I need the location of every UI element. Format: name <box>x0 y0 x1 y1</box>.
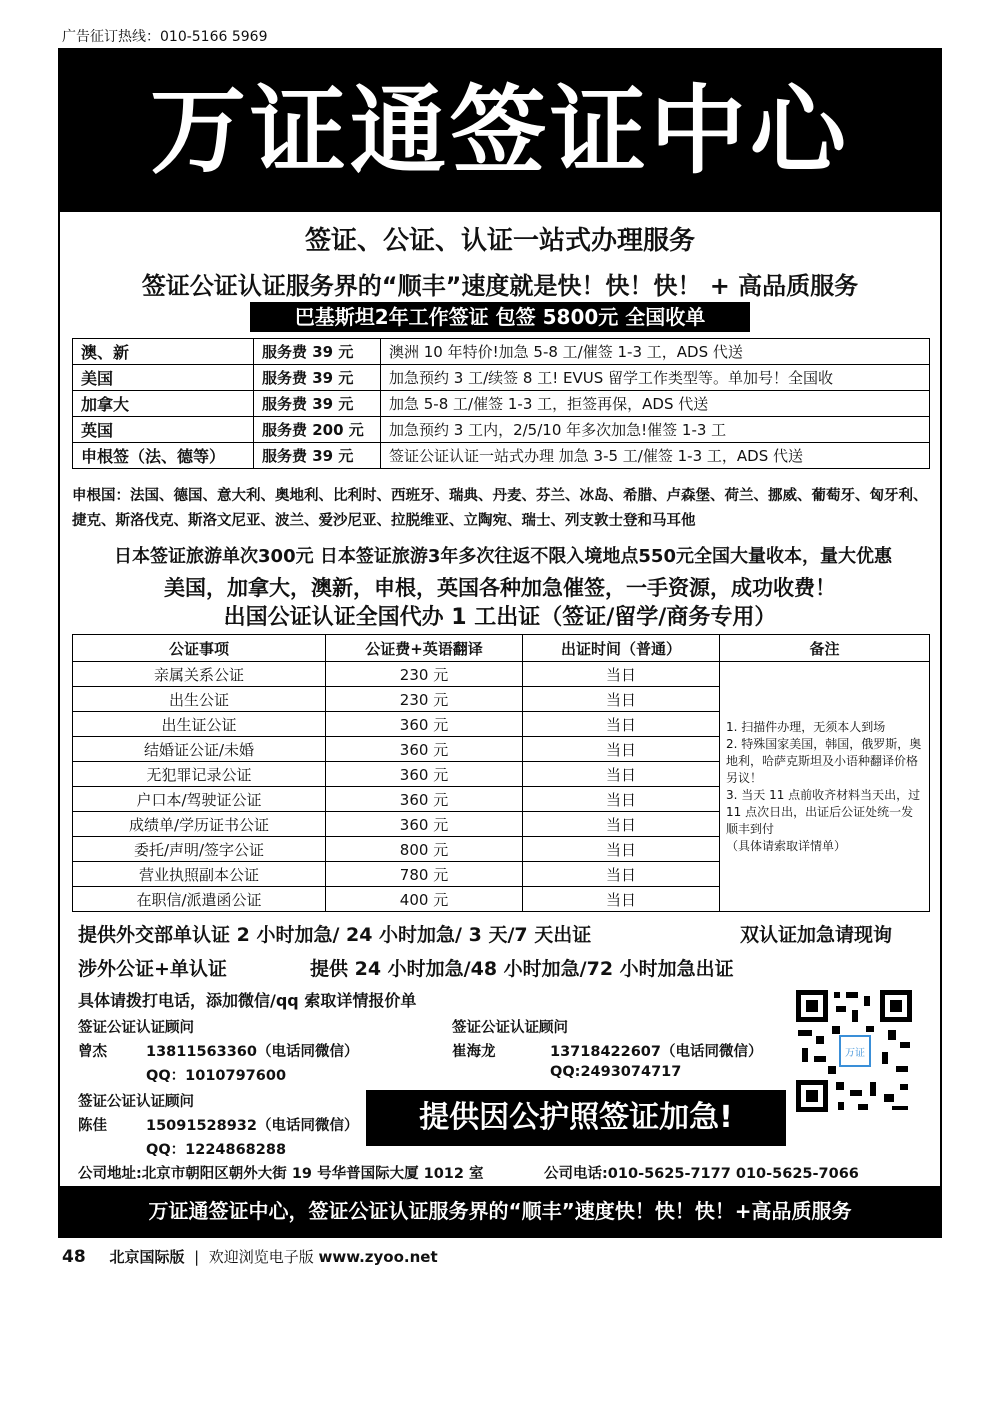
notary-fee: 360 元 <box>326 787 523 812</box>
website-link[interactable]: www.zyoo.net <box>318 1248 438 1266</box>
consultant-qq: QQ：1224868288 <box>146 1142 287 1158</box>
notary-time: 当日 <box>523 812 720 837</box>
notary-item: 无犯罪记录公证 <box>73 762 326 787</box>
edition-name: 北京国际版 <box>109 1248 185 1266</box>
notary-item: 户口本/驾驶证公证 <box>73 787 326 812</box>
notary-fee: 360 元 <box>326 812 523 837</box>
notary-fee: 360 元 <box>326 737 523 762</box>
service-country: 申根签（法、德等） <box>73 443 254 469</box>
service-country: 美国 <box>73 365 254 391</box>
pakistan-offer: 巴基斯坦2年工作签证 包签 5800元 全国收单 <box>250 302 750 332</box>
notary-time: 当日 <box>523 887 720 912</box>
notary-item: 出生公证 <box>73 687 326 712</box>
double-auth-note: 双认证加急请现询 <box>740 924 893 946</box>
service-detail: 加急 5-8 工/催签 1-3 工，拒签再保，ADS 代送 <box>381 391 930 417</box>
table-row <box>73 662 930 687</box>
japan-offer: 日本签证旅游单次300元 日本签证旅游3年多次往返不限入境地点550元全国大量收本，量大优惠 <box>114 546 892 567</box>
schengen-country-list: 申根国：法国、德国、意大利、奥地利、比利时、西班牙、瑞典、丹麦、芬兰、冰岛、希腊、卢森堡、荷兰、挪威、葡萄牙、匈牙利、捷克、斯洛伐克、斯洛文尼亚、波兰、爱沙尼亚、拉脱维亚、立陶宛、瑞士、列支敦士登和马耳他 <box>72 488 928 529</box>
remark-line: （具体请索取详情单） <box>726 838 847 853</box>
table-row <box>73 365 930 391</box>
notary-fee: 400 元 <box>326 887 523 912</box>
notary-time: 当日 <box>523 687 720 712</box>
notary-item: 在职信/派遣函公证 <box>73 887 326 912</box>
consultant-title: 签证公证认证顾问 <box>78 1020 194 1036</box>
notary-fee: 360 元 <box>326 762 523 787</box>
consultant-name: 陈佳 <box>78 1118 107 1134</box>
service-fee: 服务费 39 元 <box>254 339 381 365</box>
company-phone: 公司电话:010-5625-7177 010-5625-7066 <box>544 1166 859 1182</box>
notary-item: 亲属关系公证 <box>73 662 326 687</box>
consultant-phone: 13811563360（电话同微信） <box>146 1044 359 1060</box>
service-fee: 服务费 39 元 <box>254 365 381 391</box>
company-address: 公司地址:北京市朝阳区朝外大街 19 号华普国际大厦 1012 室 <box>78 1166 484 1182</box>
ad-hotline: 广告征订热线：010-5166 5969 <box>62 29 268 45</box>
column-header: 公证费+英语翻译 <box>326 635 523 662</box>
consultant-qq: QQ：1010797600 <box>146 1068 287 1084</box>
foreign-notary: 涉外公证+单认证 <box>78 958 227 980</box>
consultant-name: 曾杰 <box>78 1044 107 1060</box>
table-row <box>73 391 930 417</box>
notary-time: 当日 <box>523 787 720 812</box>
service-detail: 加急预约 3 工/续签 8 工! EVUS 留学工作类型等。单加号！全国收 <box>381 365 930 391</box>
notary-time: 当日 <box>523 762 720 787</box>
consultant-qq: QQ:2493074717 <box>550 1064 682 1080</box>
notary-time: 当日 <box>523 662 720 687</box>
notary-item: 委托/声明/签字公证 <box>73 837 326 862</box>
contact-intro: 具体请拨打电话，添加微信/qq 索取详情报价单 <box>78 991 417 1010</box>
notary-item: 结婚证公证/未婚 <box>73 737 326 762</box>
ad-title: 万证通签证中心 <box>60 50 940 212</box>
notary-heading: 出国公证认证全国代办 1 工出证（签证/留学/商务专用） <box>223 605 777 630</box>
qr-code-icon[interactable] <box>792 986 916 1116</box>
notary-fee: 230 元 <box>326 662 523 687</box>
consultant-phone: 13718422607（电话同微信） <box>550 1044 763 1060</box>
notary-fee: 780 元 <box>326 862 523 887</box>
service-detail: 加急预约 3 工内，2/5/10 年多次加急!催签 1-3 工 <box>381 417 930 443</box>
service-detail: 签证公证认证一站式办理 加急 3-5 工/催签 1-3 工，ADS 代送 <box>381 443 930 469</box>
table-row <box>73 443 930 469</box>
visa-advertisement <box>58 48 942 1238</box>
column-header: 出证时间（普通） <box>523 635 720 662</box>
service-country: 加拿大 <box>73 391 254 417</box>
ad-subtitle: 签证、公证、认证一站式办理服务 <box>304 226 695 256</box>
page-number: 48 <box>62 1247 86 1267</box>
foreign-notary-speed: 提供 24 小时加急/48 小时加急/72 小时加急出证 <box>310 958 734 980</box>
svg-text:万证: 万证 <box>845 1048 865 1059</box>
notary-item: 出生证公证 <box>73 712 326 737</box>
notary-item: 成绩单/学历证书公证 <box>73 812 326 837</box>
service-fee: 服务费 39 元 <box>254 443 381 469</box>
notary-time: 当日 <box>523 837 720 862</box>
notary-item: 营业执照副本公证 <box>73 862 326 887</box>
column-header: 公证事项 <box>73 635 326 662</box>
consultant-name: 崔海龙 <box>452 1044 496 1060</box>
remark-line: 3. 当天 11 点前收齐材料当天出，过 11 点次日出，出证后公证处统一发顺丰到付 <box>726 787 921 836</box>
footer-separator: | <box>194 1248 200 1266</box>
remark-line: 1. 扫描件办理，无须本人到场 <box>726 719 886 734</box>
notary-remarks <box>720 662 930 912</box>
column-header: 备注 <box>720 635 930 662</box>
notary-time: 当日 <box>523 737 720 762</box>
service-detail: 澳洲 10 年特价!加急 5-8 工/催签 1-3 工，ADS 代送 <box>381 339 930 365</box>
notary-fee: 230 元 <box>326 687 523 712</box>
table-row <box>73 417 930 443</box>
expedite-promo: 美国，加拿大，澳新，申根，英国各种加急催签，一手资源，成功收费！ <box>164 575 836 600</box>
notary-table <box>72 634 930 912</box>
browse-text: 欢迎浏览电子版 <box>208 1248 314 1266</box>
consultant-title: 签证公证认证顾问 <box>452 1020 568 1036</box>
visa-service-table <box>72 338 930 469</box>
consultant-phone: 15091528932（电话同微信） <box>146 1118 359 1134</box>
bottom-slogan: 万证通签证中心，签证公证认证服务界的“顺丰”速度快！快！快！+高品质服务 <box>60 1186 940 1236</box>
table-header-row <box>73 635 930 662</box>
service-country: 英国 <box>73 417 254 443</box>
notary-time: 当日 <box>523 712 720 737</box>
notary-time: 当日 <box>523 862 720 887</box>
foreign-ministry-auth: 提供外交部单认证 2 小时加急/ 24 小时加急/ 3 天/7 天出证 <box>78 924 592 946</box>
service-fee: 服务费 200 元 <box>254 417 381 443</box>
service-fee: 服务费 39 元 <box>254 391 381 417</box>
ad-tagline: 签证公证认证服务界的“顺丰”速度就是快！快！快！ + 高品质服务 <box>141 272 859 300</box>
table-row <box>73 339 930 365</box>
remark-line: 2. 特殊国家美国，韩国，俄罗斯，奥地利，哈萨克斯坦及小语种翻译价格另议！ <box>726 736 922 785</box>
notary-fee: 360 元 <box>326 712 523 737</box>
page-footer <box>62 1246 438 1267</box>
notary-fee: 800 元 <box>326 837 523 862</box>
urgent-passport-banner: 提供因公护照签证加急! <box>366 1090 786 1146</box>
service-country: 澳、新 <box>73 339 254 365</box>
consultant-title: 签证公证认证顾问 <box>78 1094 194 1110</box>
